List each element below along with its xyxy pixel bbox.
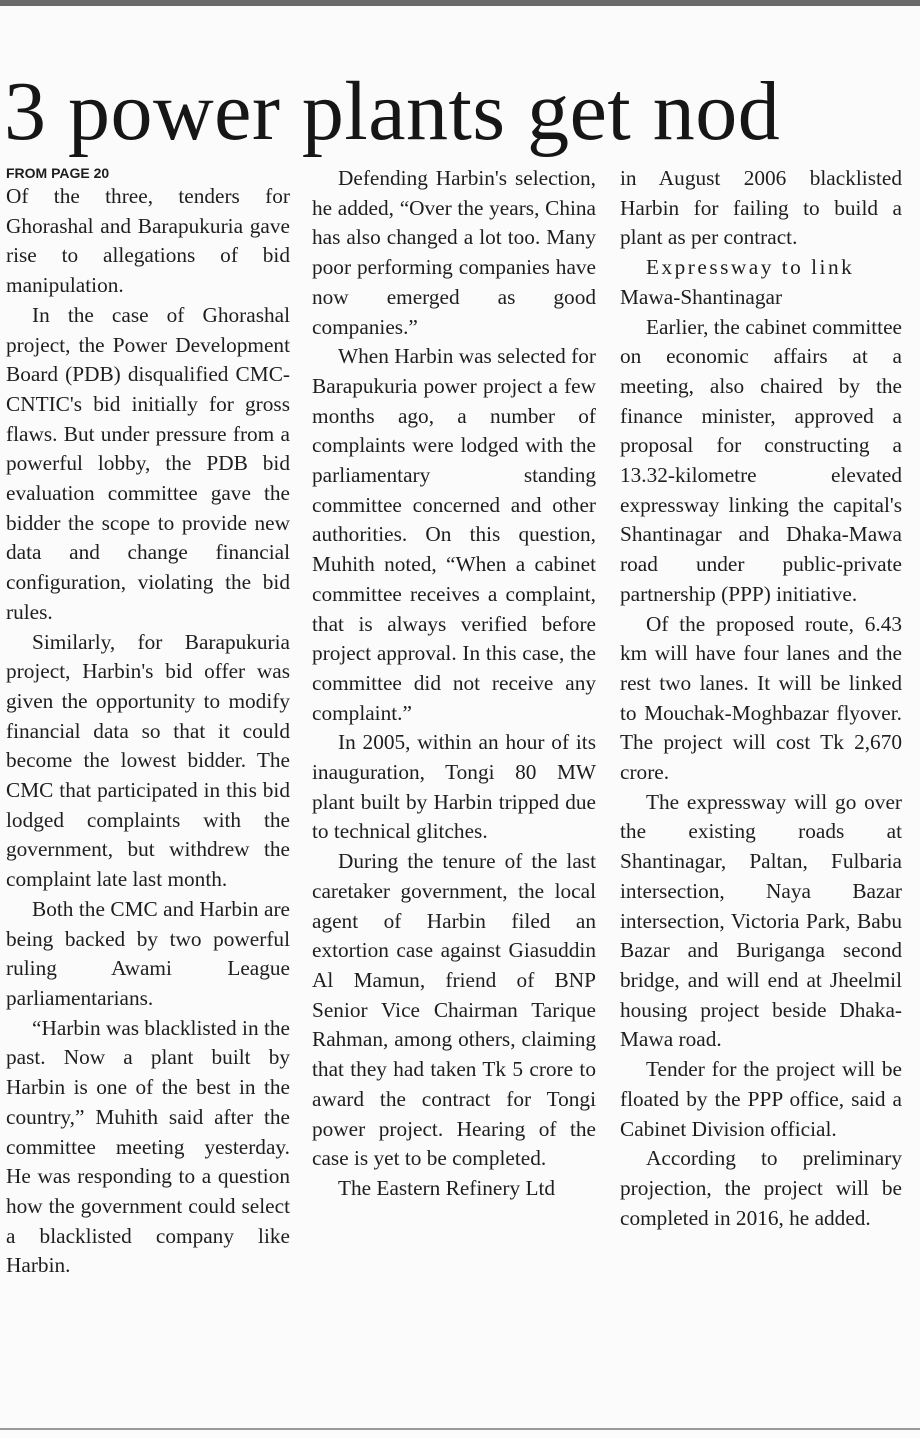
article-paragraph: “Harbin was blacklisted in the past. Now a plant built by Harbin is one of the best in the country,” Muhith said after the committee meeting yesterday. He was responding to a question how the government could select a blacklisted company like Harbin. — [6, 1015, 290, 1278]
top-rule — [0, 0, 920, 6]
article-column-2 — [312, 164, 596, 1204]
article-paragraph: Of the proposed route, 6.43 km will have four lanes and the rest two lanes. It will be linked to Mouchak-Moghbazar flyover. The project will cost Tk 2,670 crore. — [620, 611, 902, 785]
subheading: Mawa-Shantinagar — [620, 284, 783, 309]
subheading: Expressway to link — [646, 255, 855, 280]
continuation-kicker: FROM PAGE 20 — [6, 165, 110, 181]
article-paragraph: Tender for the project will be floated by the PPP office, said a Cabinet Division official. — [620, 1057, 902, 1141]
article-paragraph: The expressway will go over the existing roads at Shantinagar, Paltan, Fulbaria intersection, Naya Bazar intersection, Victoria Park, Babu Bazar and Buriganga second bridge, and will end at Jheelmil housing project beside Dhaka-Mawa road. — [620, 789, 902, 1052]
article-paragraph: Of the three, tenders for Ghorashal and Barapukuria gave rise to allegations of bid manipulation. — [6, 184, 290, 298]
article-paragraph: During the tenure of the last caretaker government, the local agent of Harbin filed an extortion case against Giasuddin Al Mamun, friend of BNP Senior Vice Chairman Tarique Rahman, among others, claiming that they had taken Tk 5 crore to award the contract for Tongi power project. Hearing of the case is yet to be completed. — [312, 849, 596, 1171]
bottom-rule — [0, 1428, 920, 1430]
article-column-3 — [620, 164, 902, 1233]
headline: 3 power plants get nod — [4, 65, 781, 158]
article-paragraph: In 2005, within an hour of its inauguration, Tongi 80 MW plant built by Harbin tripped due to technical glitches. — [312, 730, 596, 844]
article-paragraph: When Harbin was selected for Barapukuria power project a few months ago, a number of complaints were lodged with the parliamentary standing committee concerned and other authorities. On this question, Muhith noted, “When a cabinet committee receives a complaint, that is always verified before project approval. In this case, the committee did not receive any complaint.” — [312, 344, 596, 725]
article-column-1 — [6, 164, 290, 1281]
article-paragraph: Similarly, for Barapukuria project, Harbin's bid offer was given the opportunity to modify financial data so that it could become the lowest bidder. The CMC that participated in this bid lodged complaints with the government, but withdrew the complaint late last month. — [6, 629, 290, 892]
article-paragraph: in August 2006 blacklisted Harbin for failing to build a plant as per contract. — [620, 166, 902, 250]
article-paragraph: The Eastern Refinery Ltd — [338, 1175, 556, 1200]
article-paragraph: Earlier, the cabinet committee on economic affairs at a meeting, also chaired by the finance minister, approved a proposal for constructing a 13.32-kilometre elevated expressway linking the capital's Shantinagar and Dhaka-Mawa road under public-private partnership (PPP) initiative. — [620, 314, 902, 606]
article-paragraph: In the case of Ghorashal project, the Power Development Board (PDB) disqualified CMC-CNTIC's bid initially for gross flaws. But under pressure from a powerful lobby, the PDB bid evaluation committee gave the bidder the scope to provide new data and change financial configuration, violating the bid rules. — [6, 302, 290, 624]
article-paragraph: Defending Harbin's selection, he added, “Over the years, China has also changed a lot too. Many poor performing companies have now emerged as good companies.” — [312, 166, 596, 339]
article-paragraph: According to preliminary projection, the project will be completed in 2016, he added. — [620, 1146, 902, 1230]
article-paragraph: Both the CMC and Harbin are being backed by two powerful ruling Awami League parliamentarians. — [6, 896, 290, 1010]
